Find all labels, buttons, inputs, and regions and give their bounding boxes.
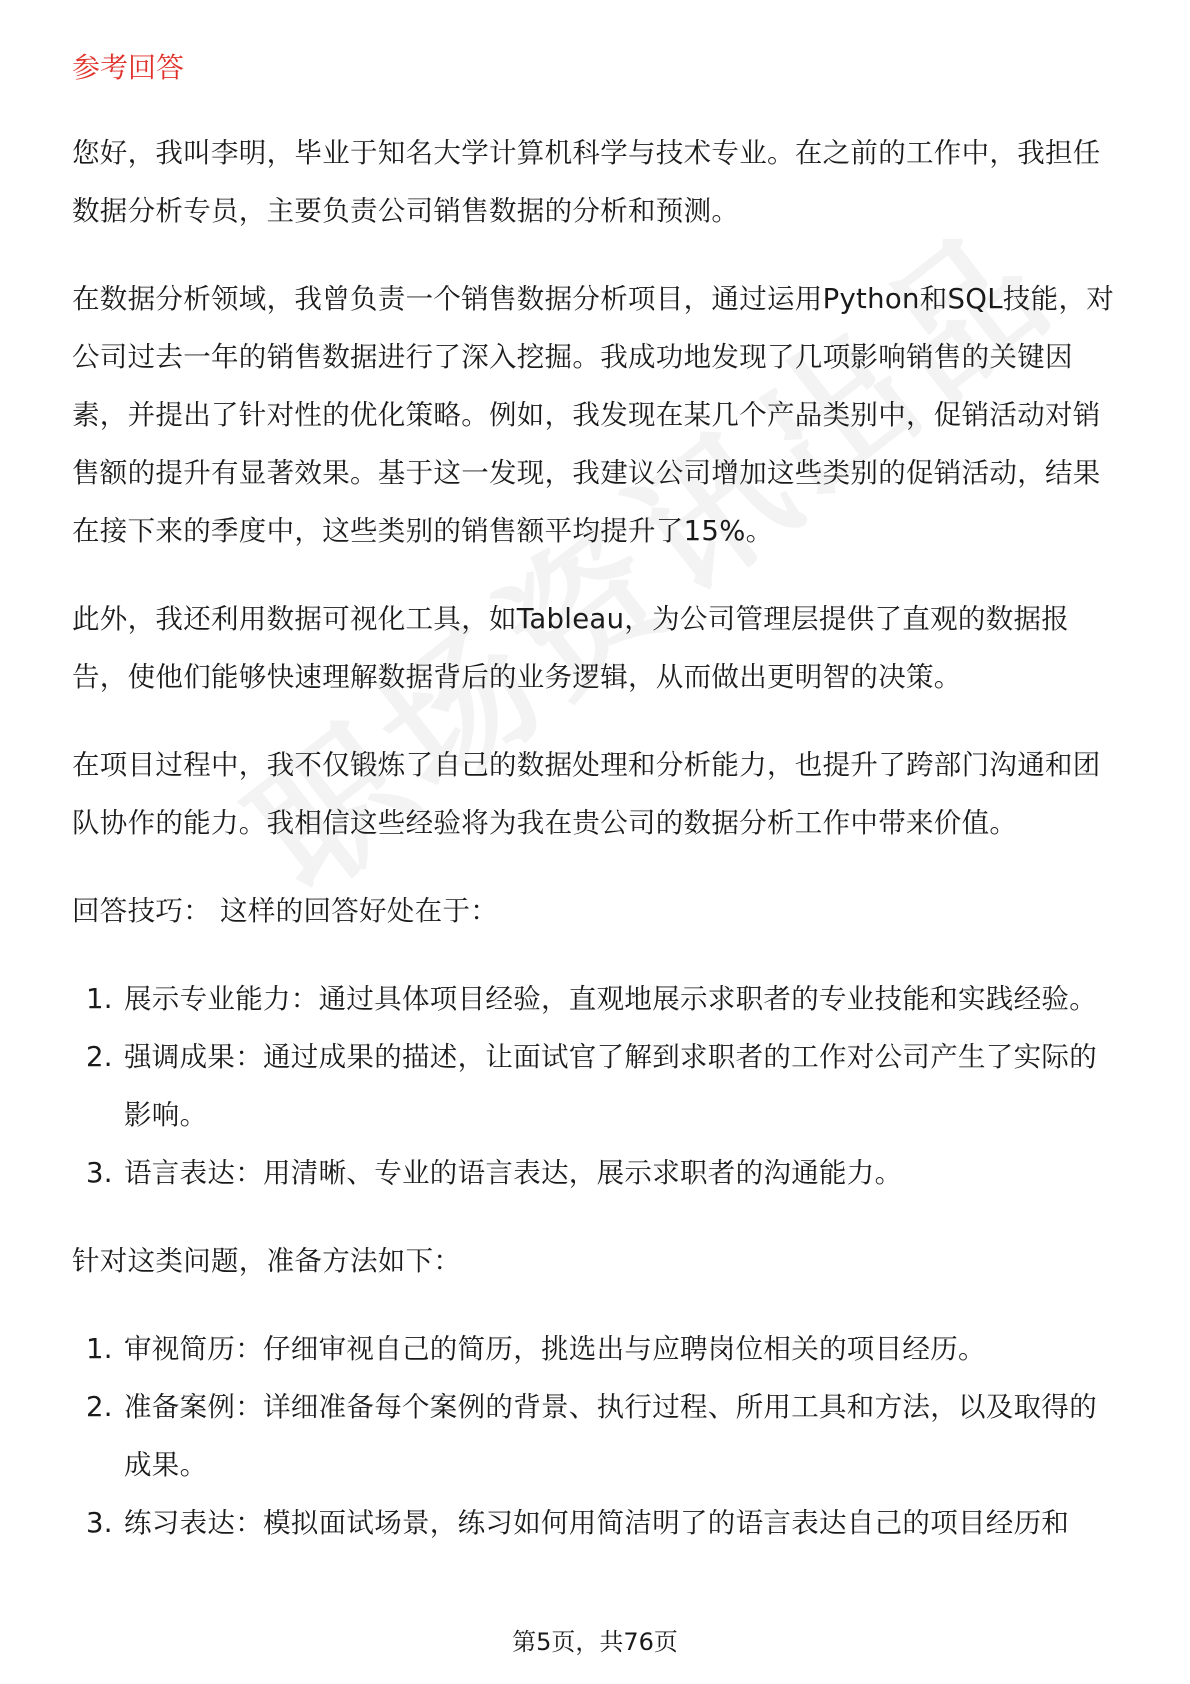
prep-list bbox=[72, 1320, 1122, 1552]
tips-list bbox=[72, 970, 1122, 1202]
list-item bbox=[72, 1144, 1122, 1202]
intro-paragraph-4: 在项目过程中，我不仅锻炼了自己的数据处理和分析能力，也提升了跨部门沟通和团队协作的能力。我相信这些经验将为我在贵公司的数据分析工作中带来价值。 bbox=[72, 749, 1101, 839]
intro-paragraph-3: 此外，我还利用数据可视化工具，如Tableau，为公司管理层提供了直观的数据报告，使他们能够快速理解数据背后的业务逻辑，从而做出更明智的决策。 bbox=[72, 603, 1070, 693]
list-item bbox=[72, 1378, 1122, 1494]
list-number: 1. bbox=[86, 983, 113, 1015]
prep-label: 针对这类问题，准备方法如下： bbox=[72, 1245, 462, 1277]
list-item-text: 审视简历：仔细审视自己的简历，挑选出与应聘岗位相关的项目经历。 bbox=[124, 1333, 986, 1365]
list-item bbox=[72, 970, 1122, 1028]
list-item-text: 准备案例：详细准备每个案例的背景、执行过程、所用工具和方法，以及取得的成果。 bbox=[124, 1391, 1097, 1481]
list-item bbox=[72, 1320, 1122, 1378]
list-item-text: 练习表达：模拟面试场景，练习如何用简洁明了的语言表达自己的项目经历和 bbox=[124, 1507, 1070, 1539]
list-item-text: 展示专业能力：通过具体项目经验，直观地展示求职者的专业技能和实践经验。 bbox=[124, 983, 1097, 1015]
list-number: 3. bbox=[86, 1507, 113, 1539]
section-heading: 参考回答 bbox=[72, 51, 185, 84]
document-page bbox=[72, 48, 1122, 1582]
list-number: 2. bbox=[86, 1391, 113, 1423]
list-item-text: 强调成果：通过成果的描述，让面试官了解到求职者的工作对公司产生了实际的影响。 bbox=[124, 1041, 1097, 1131]
list-number: 1. bbox=[86, 1333, 113, 1365]
list-item-text: 语言表达：用清晰、专业的语言表达，展示求职者的沟通能力。 bbox=[124, 1157, 903, 1189]
intro-paragraph-2: 在数据分析领域，我曾负责一个销售数据分析项目，通过运用Python和SQL技能，对公司过去一年的销售数据进行了深入挖掘。我成功地发现了几项影响销售的关键因素，并提出了针对性的优化策略。例如，我发现在某几个产品类别中，促销活动对销售额的提升有显著效果。基于这一发现，我建议公司增加这些类别的促销活动，结果在接下来的季度中，这些类别的销售额平均提升了15%。 bbox=[72, 283, 1115, 547]
list-number: 3. bbox=[86, 1157, 113, 1189]
list-item bbox=[72, 1028, 1122, 1144]
intro-paragraph-1: 您好，我叫李明，毕业于知名大学计算机科学与技术专业。在之前的工作中，我担任数据分析专员，主要负责公司销售数据的分析和预测。 bbox=[72, 137, 1101, 227]
list-number: 2. bbox=[86, 1041, 113, 1073]
tips-label: 回答技巧： 这样的回答好处在于： bbox=[72, 895, 499, 927]
list-item bbox=[72, 1494, 1122, 1552]
page-footer: 第5页，共76页 bbox=[512, 1628, 678, 1656]
